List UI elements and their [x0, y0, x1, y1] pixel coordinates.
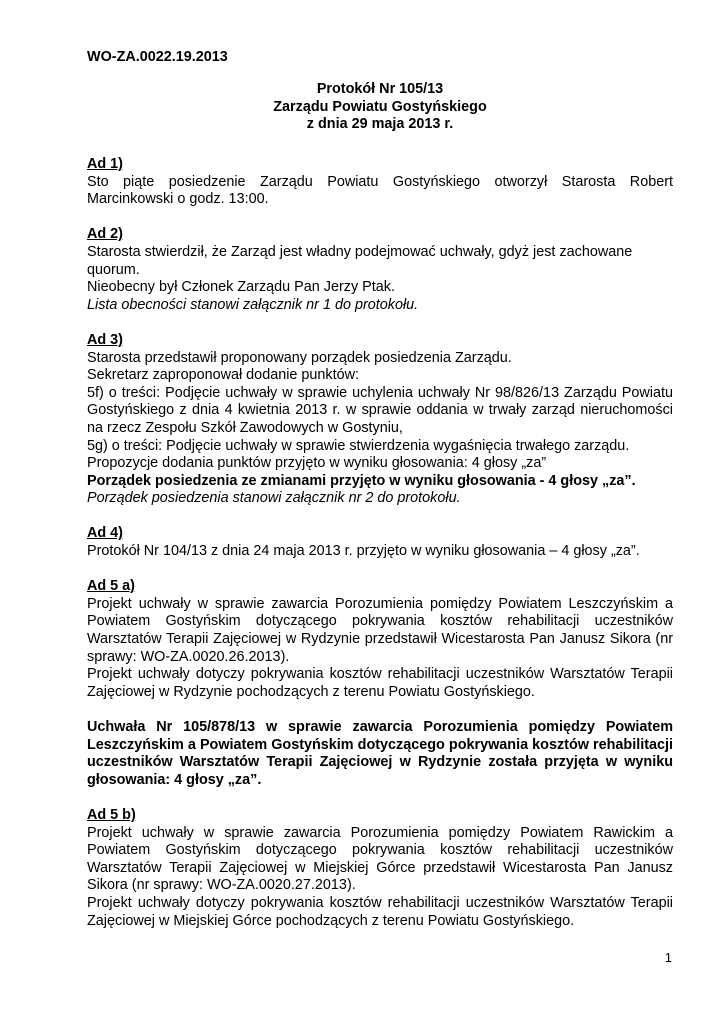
vote-result: Porządek posiedzenia ze zmianami przyjęto w wyniku głosowania - 4 głosy „za”.: [87, 472, 636, 489]
section-heading: Ad 2): [87, 226, 123, 243]
resolution-105-878: [87, 719, 673, 789]
section-heading: Ad 1): [87, 156, 123, 172]
attachment-note: Porządek posiedzenia stanowi załącznik nr 2 do protokołu.: [87, 490, 461, 507]
section-heading: Ad 5 b): [87, 806, 136, 823]
paragraph: Projekt uchwały dotyczy pokrywania kosztów rehabilitacji uczestników Warsztatów Terapii Zajęciowej w Rydzynie pochodzących z terenu Powiatu Gostyńskiego.: [87, 666, 673, 700]
section-ad1: [87, 156, 673, 209]
page-number: 1: [664, 950, 672, 965]
section-heading: Ad 5 a): [87, 578, 135, 595]
section-ad5b: [87, 807, 673, 930]
paragraph: 5g) o treści: Podjęcie uchwały w sprawie stwierdzenia wygaśnięcia trwałego zarządu.: [87, 437, 630, 454]
paragraph: Projekt uchwały w sprawie zawarcia Porozumienia pomiędzy Powiatem Leszczyńskim a Powiatem Gostyńskim dotyczącego pokrywania kosztów rehabilitacji uczestników Warsztatów Terapii Zajęciowej w Rydzynie przedstawił Wicestarosta Pan Janusz Sikora (nr sprawy: WO-ZA.0020.26.2013).: [87, 595, 673, 665]
document-title: [87, 81, 673, 134]
section-heading: Ad 4): [87, 525, 123, 542]
paragraph: Projekt uchwały w sprawie zawarcia Porozumienia pomiędzy Powiatem Rawickim a Powiatem Gostyńskim dotyczącego pokrywania kosztów rehabilitacji uczestników Warsztatów Terapii Zajęciowej w Miejskiej Górce przedstawił Wicestarosta Pan Janusz Sikora (nr sprawy: WO-ZA.0020.27.2013).: [87, 824, 673, 894]
section-heading: Ad 3): [87, 331, 123, 348]
paragraph: Projekt uchwały dotyczy pokrywania kosztów rehabilitacji uczestników Warsztatów Terapii Zajęciowej w Miejskiej Górce pochodzących z terenu Powiatu Gostyńskiego.: [87, 894, 673, 929]
section-ad2: [87, 226, 673, 314]
paragraph: Nieobecny był Członek Zarządu Pan Jerzy Ptak.: [87, 279, 395, 296]
section-ad5a: [87, 578, 673, 701]
title-line-2: Zarządu Powiatu Gostyńskiego: [273, 98, 487, 115]
document-number: WO-ZA.0022.19.2013: [87, 49, 228, 65]
title-line-1: Protokół Nr 105/13: [316, 81, 444, 97]
paragraph: Sto piąte posiedzenie Zarządu Powiatu Gostyńskiego otworzył Starosta Robert Marcinkowski o godz. 13:00.: [87, 173, 673, 208]
paragraph: Sekretarz zaproponował dodanie punktów:: [87, 367, 359, 384]
document-body: [87, 156, 673, 948]
document-page: [87, 0, 673, 1024]
section-ad4: [87, 525, 673, 560]
title-line-3: z dnia 29 maja 2013 r.: [306, 116, 454, 133]
attachment-note: Lista obecności stanowi załącznik nr 1 do protokołu.: [87, 296, 419, 313]
paragraph: 5f) o treści: Podjęcie uchwały w sprawie uchylenia uchwały Nr 98/826/13 Zarządu Powiatu Gostyńskiego z dnia 4 kwietnia 2013 r. w sprawie oddania w trwały zarząd nieruchomości na rzecz Zespołu Szkół Zawodowych w Gostyniu,: [87, 384, 673, 436]
section-ad3: [87, 332, 673, 508]
resolution-text: Uchwała Nr 105/878/13 w sprawie zawarcia Porozumienia pomiędzy Powiatem Leszczyńskim a Powiatem Gostyńskim dotyczącego pokrywania kosztów rehabilitacji uczestników Warsztatów Terapii Zajęciowej w Rydzynie została przyjęta w wyniku głosowania: 4 głosy „za”.: [87, 719, 673, 788]
paragraph: Protokół Nr 104/13 z dnia 24 maja 2013 r. przyjęto w wyniku głosowania – 4 głosy „za”.: [87, 543, 640, 560]
paragraph: Propozycje dodania punktów przyjęto w wyniku głosowania: 4 głosy „za”: [87, 455, 547, 472]
paragraph: Starosta stwierdził, że Zarząd jest władny podejmować uchwały, gdyż jest zachowane quorum.: [87, 243, 633, 278]
paragraph: Starosta przedstawił proponowany porządek posiedzenia Zarządu.: [87, 349, 512, 366]
